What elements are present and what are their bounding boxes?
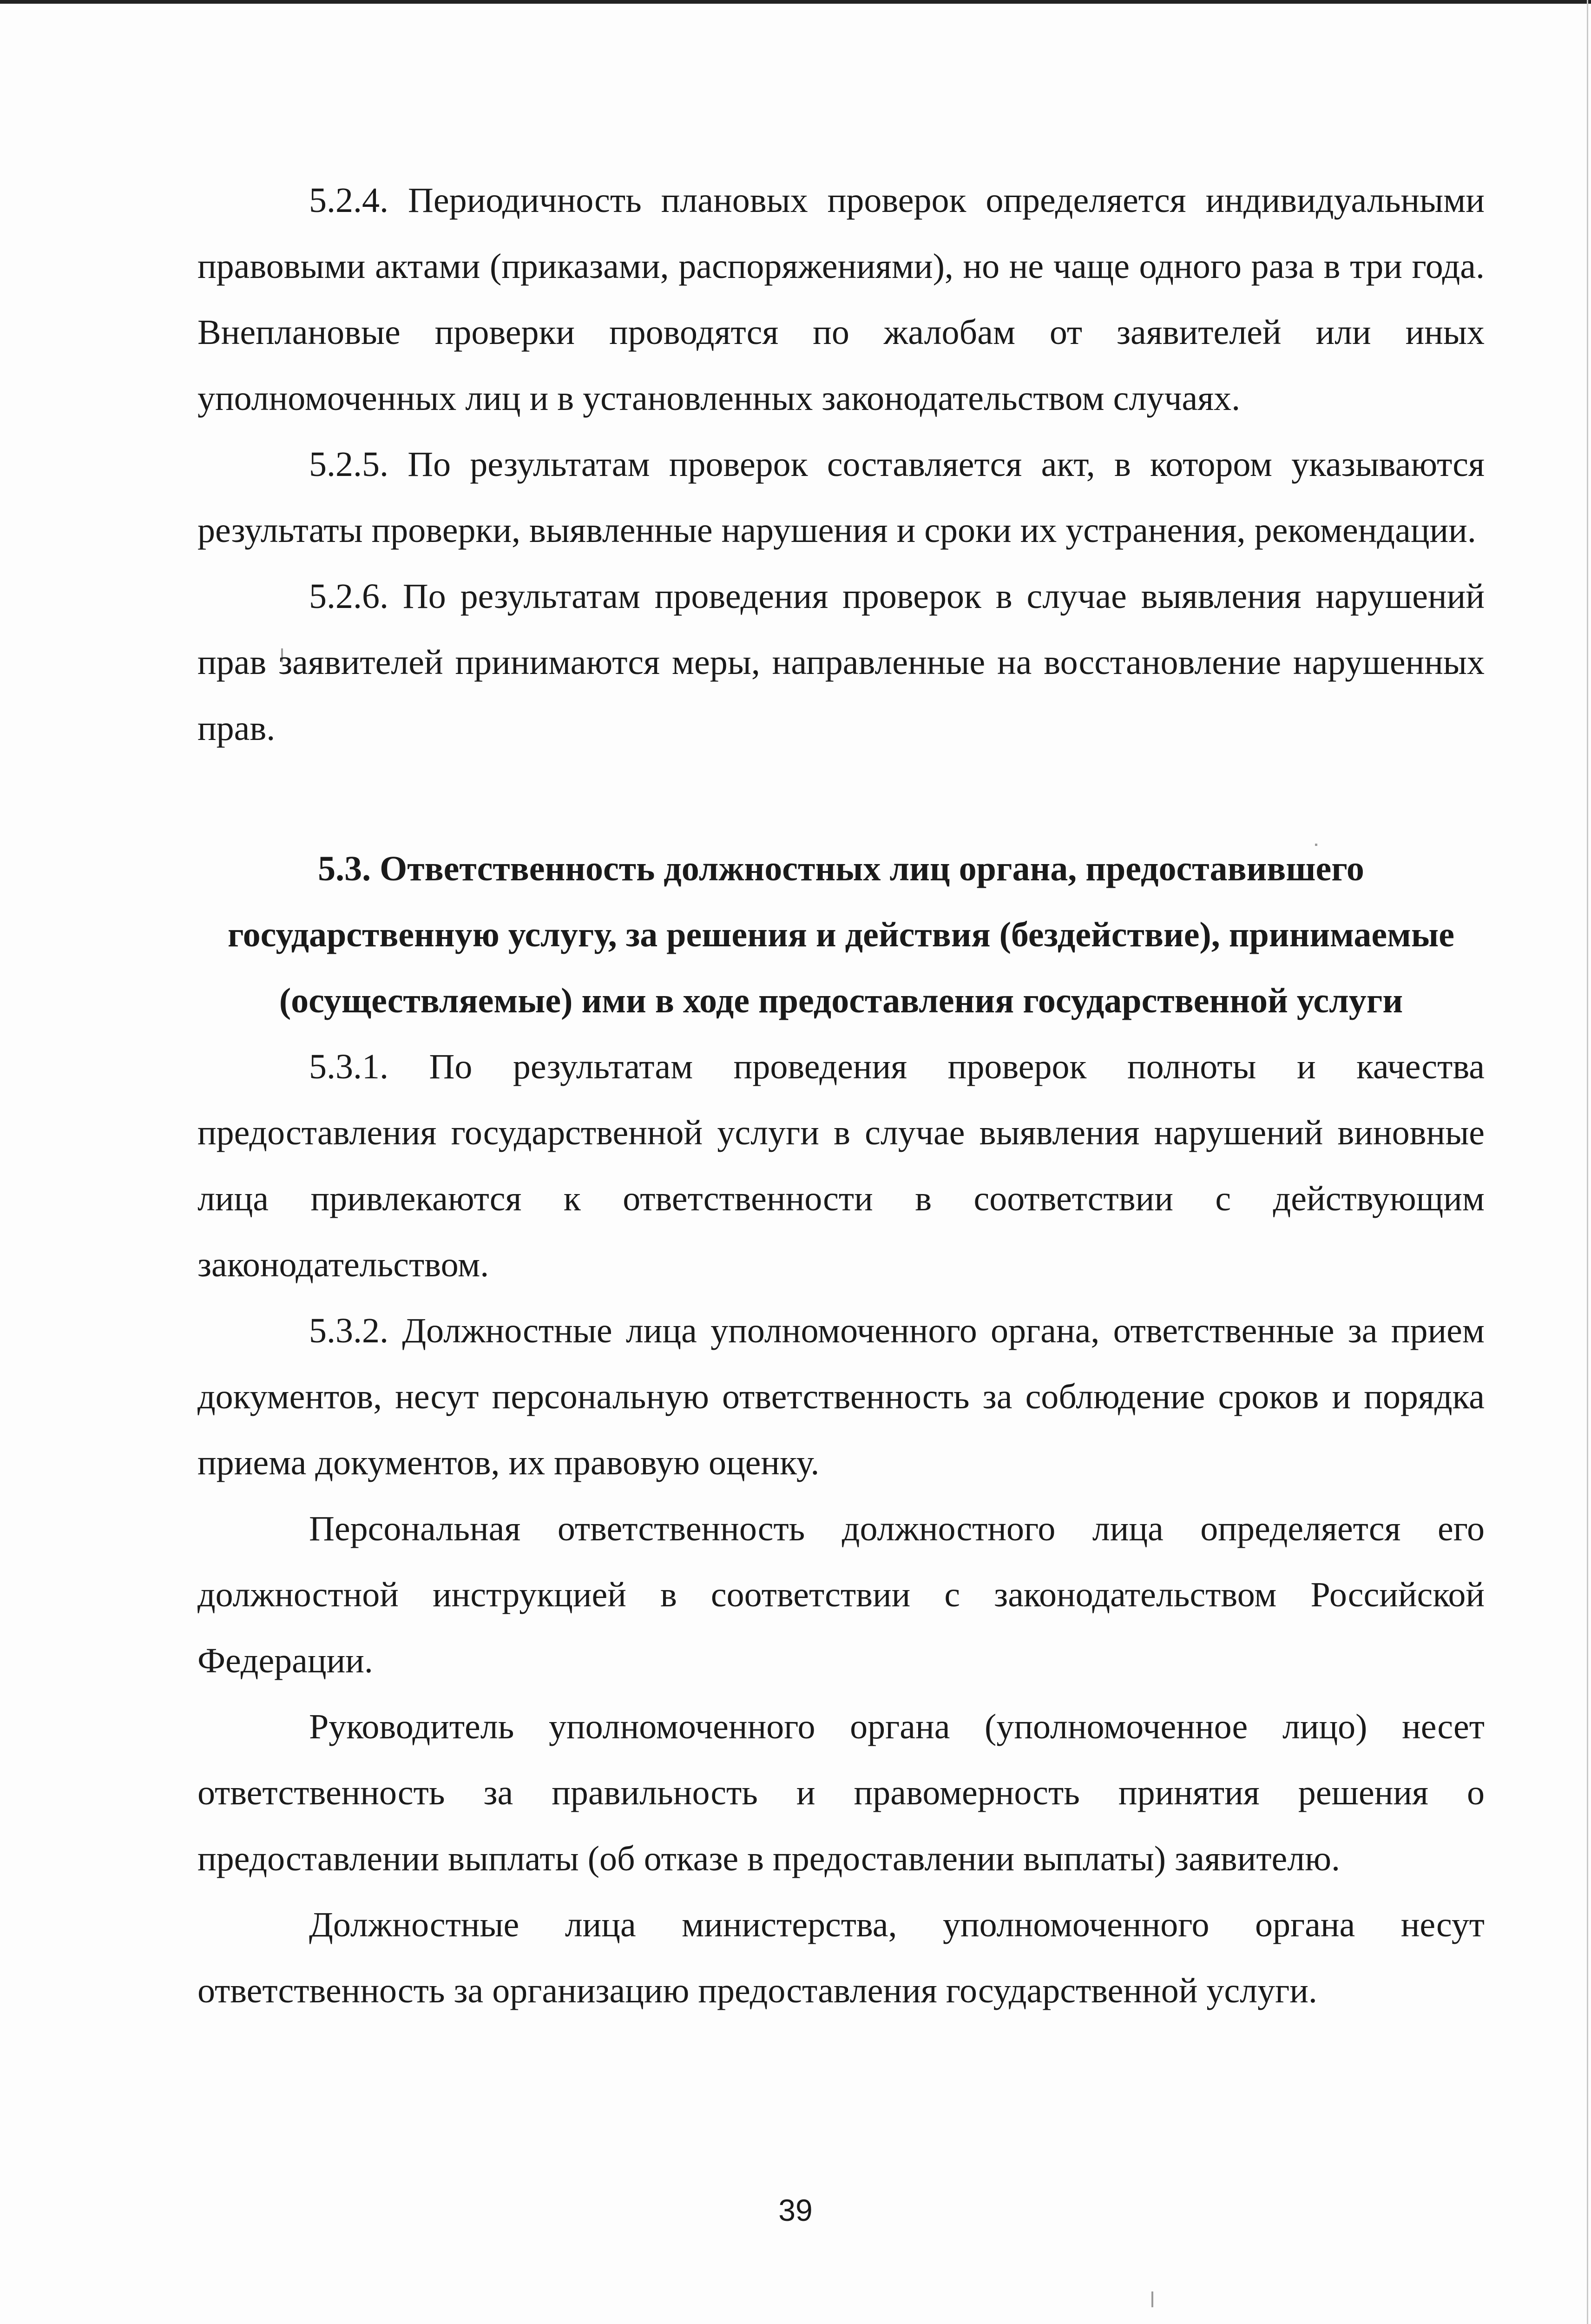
paragraph-5-2-4: 5.2.4. Периодичность плановых проверок определяется индивидуальными правовыми актами (приказами, распоряжениями), но не чаще одного раза в три года. Внеплановые проверки проводятся по жалобам от заявителей или иных уполномоченных лиц и в установленных законодательством случаях. xyxy=(197,181,1485,418)
paragraph-personal-responsibility: Персональная ответственность должностного лица определяется его должностной инструкцией в соответствии с законодательством Российской Федерации. xyxy=(197,1509,1485,1680)
paragraph-ministry-responsibility: Должностные лица министерства, уполномоченного органа несут ответственность за организацию предоставления государственной услуги. xyxy=(197,1905,1485,2010)
scan-right-border xyxy=(1587,0,1588,2324)
paragraph-head-responsibility: Руководитель уполномоченного органа (уполномоченное лицо) несет ответственность за правильность и правомерность принятия решения о предоставлении выплаты (об отказе в предоставлении выплаты) заявителю. xyxy=(197,1707,1485,1878)
scan-speck xyxy=(1151,2291,1153,2307)
document-body xyxy=(197,167,1485,2024)
scan-top-border xyxy=(0,0,1591,4)
paragraph-5-2-6: 5.2.6. По результатам проведения проверок в случае выявления нарушений прав заявителей принимаются меры, направленные на восстановление нарушенных прав. xyxy=(197,577,1485,748)
paragraph-5-3-1: 5.3.1. По результатам проведения проверок полноты и качества предоставления государственной услуги в случае выявления нарушений виновные лица привлекаются к ответственности в соответствии с действующим законодательством. xyxy=(197,1047,1485,1284)
page-number: 39 xyxy=(778,2193,813,2227)
paragraph-5-3-2: 5.3.2. Должностные лица уполномоченного органа, ответственные за прием документов, несут персональную ответственность за соблюдение сроков и порядка приема документов, их правовую оценку. xyxy=(197,1311,1485,1482)
paragraph-5-2-5: 5.2.5. По результатам проверок составляется акт, в котором указываются результаты проверки, выявленные нарушения и сроки их устранения, рекомендации. xyxy=(197,445,1485,550)
section-heading-5-3: 5.3. Ответственность должностных лиц органа, предоставившего государственную услугу, за решения и действия (бездействие), принимаемые (осуществляемые) ими в ходе предоставления государственной услуги xyxy=(228,849,1454,1020)
